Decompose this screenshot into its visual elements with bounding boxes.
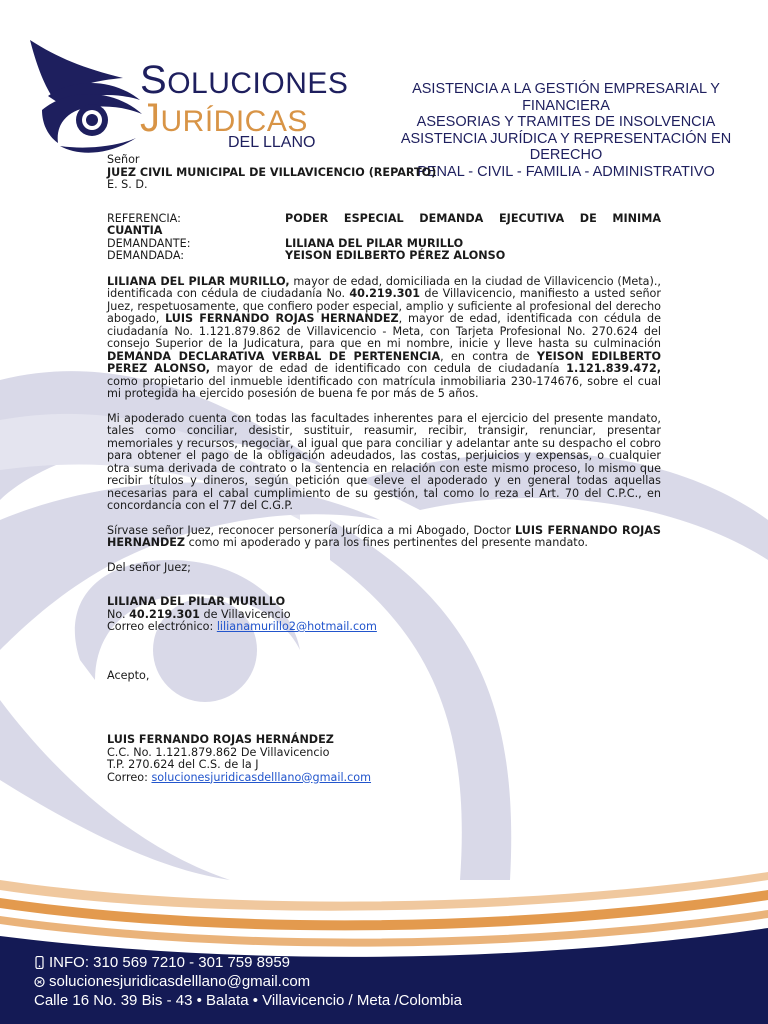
salutation: Señor — [107, 153, 140, 166]
paragraph-faculties: Mi apoderado cuenta con todas las facultades inherentes para el ejercicio del presente mandato, tales como conciliar, desistir, sustituir, reasumir, recibir, transigir, renunciar, presentar memoriales y recursos, negociar, al igual que para conciliar y adelantar ante su despacho el cobro para obtener el pago de la obligación adeudados, las costas, perjuicios y expensas, o cualquier otra suma derivada de contrato o la sentencia en relación con este mismo proceso, lo mismo que recibir títulos y dineros, según petición que eleve el apoderado y en general todas aquellas necesarias para el cabal cumplimiento de su gestión, tal como lo reza el Art. 70 del C.P.C., en concordancia con el 77 del C.G.P. — [107, 411, 661, 512]
paragraph-power-grant: LILIANA DEL PILAR MURILLO, mayor de edad, domiciliada en la ciudad de Villavicencio (Meta)., identificada con cédula de ciudadanía No. 40.219.301 de Villavicencio, manifiesto a usted señor Juez, respetuosamente, que confiero poder especial, amplio y suficiente al profesional del derecho abogado, LUIS FERNANDO ROJAS HERNANDEZ, mayor de edad, identificada con cédula de ciudadanía No. 1.121.879.862 de Villavicencio - Meta, con Tarjeta Profesional No. 270.624 del consejo Superior de la Judicatura, para que en mi nombre, inicie y lleve hasta su culminación DEMANDA DECLARATIVA VERBAL DE PERTENENCIA, en contra de YEISON EDILBERTO PEREZ ALONSO, mayor de edad de identificado con cedula de ciudadanía 1.121.839.472, como propietario del inmueble identificado con matrícula inmobiliaria 230-174676, sobre el cual mi protegida ha ejercido posesión de buena fe por más de 5 años. — [107, 274, 662, 400]
footer-contact — [34, 953, 462, 1010]
phone-icon — [34, 956, 45, 969]
defendant-label: DEMANDADA: — [107, 249, 185, 262]
defendant-value: YEISON EDILBERTO PÉREZ ALONSO — [285, 249, 506, 262]
letter-body — [107, 154, 661, 784]
signer2-cc: C.C. No. 1.121.879.862 De Villavicencio — [107, 745, 330, 759]
email-icon — [34, 975, 45, 988]
footer-info-row — [34, 953, 462, 972]
signer2-email-line: Correo: solucionesjuridicasdelllano@gmail.com — [107, 770, 372, 784]
footer-email-row — [34, 972, 462, 991]
brand-name: SOLUCIONES JURÍDICAS — [140, 58, 349, 140]
service-line: PENAL - CIVIL - FAMILIA - ADMINISTRATIVO — [417, 163, 715, 180]
footer-address-row — [34, 991, 462, 1010]
service-line: ASISTENCIA A LA GESTIÓN EMPRESARIAL Y FINANCIERA — [412, 81, 720, 114]
footer-address: Calle 16 No. 39 Bis - 43 • Balata • Villavicencio / Meta /Colombia — [34, 992, 462, 1009]
paragraph-recognition: Sírvase señor Juez, reconocer personería Jurídica a mi Abogado, Doctor LUIS FERNANDO ROJAS HERNANDEZ como mi apoderado y para los fines pertinentes del presente mandato. — [107, 523, 661, 549]
owl-eye-logo-icon — [28, 38, 148, 156]
reference-row — [107, 213, 661, 226]
accept-text: Acepto, — [107, 668, 150, 682]
esd-line: E. S. D. — [107, 178, 148, 191]
signer2-name: LUIS FERNANDO ROJAS HERNÁNDEZ — [107, 733, 334, 746]
service-line: ASISTENCIA JURÍDICA Y REPRESENTACIÓN EN DERECHO — [400, 130, 732, 163]
signer2-tp: T.P. 270.624 del C.S. de la J — [107, 758, 259, 771]
footer-info: INFO: 310 569 7210 - 301 759 8959 — [49, 954, 291, 971]
addressee: JUEZ CIVIL MUNICIPAL DE VILLAVICENCIO (REPARTO) — [107, 165, 437, 179]
signer2-email-link[interactable]: solucionesjuridicasdelllano@gmail.com — [151, 770, 372, 784]
plaintiff-label: DEMANDANTE: — [107, 236, 191, 250]
reference-label: REFERENCIA: — [107, 211, 181, 225]
service-line: ASESORIAS Y TRAMITES DE INSOLVENCIA — [416, 114, 716, 130]
closing: Del señor Juez; — [107, 560, 191, 574]
reference-value-cont: CUANTIA — [107, 224, 163, 237]
plaintiff-value: LILIANA DEL PILAR MURILLO — [285, 236, 464, 250]
signer1-name: LILIANA DEL PILAR MURILLO — [107, 595, 286, 608]
signer1-email-line: Correo electrónico: lilianamurillo2@hotmail.com — [107, 620, 377, 633]
signer1-id: No. 40.219.301 de Villavicencio — [107, 607, 291, 621]
brand-subtitle: DEL LLANO — [228, 134, 316, 151]
signer1-email-link[interactable]: lilianamurillo2@hotmail.com — [216, 620, 377, 633]
footer-email[interactable]: solucionesjuridicasdelllano@gmail.com — [49, 973, 311, 990]
defendant-row — [107, 250, 661, 263]
reference-value: PODER ESPECIAL DEMANDA EJECUTIVA DE MINIMA — [285, 211, 661, 225]
